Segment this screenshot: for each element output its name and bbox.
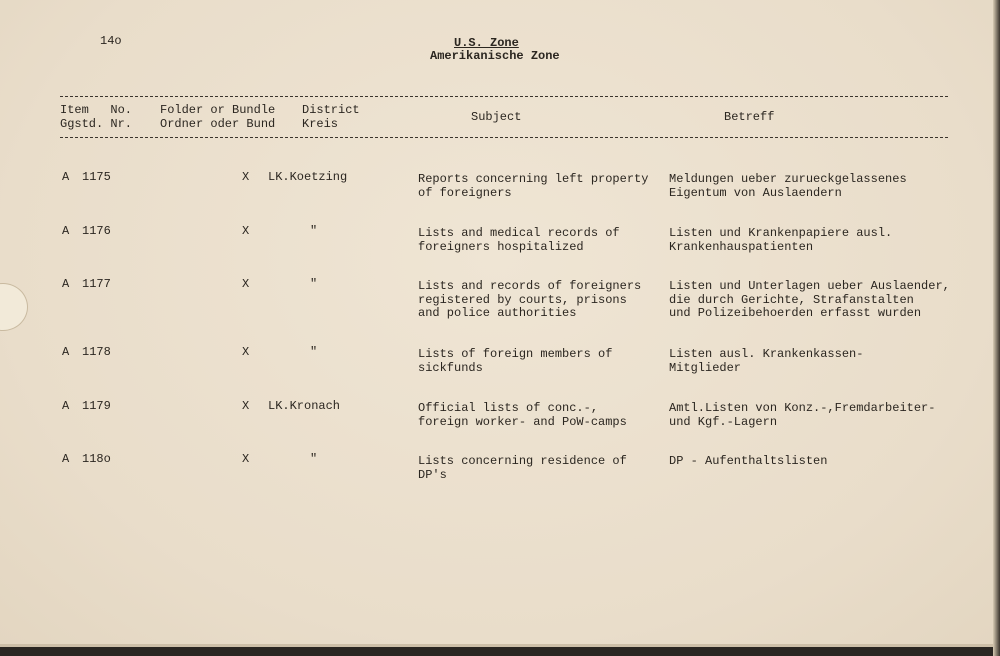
row-item-number: 118o — [82, 452, 111, 466]
row-folder-mark: X — [242, 399, 250, 413]
row-betreff: Meldungen ueber zurueckgelassenes Eigentum von Auslaendern — [669, 172, 907, 200]
row-district: LK.Koetzing — [268, 170, 348, 184]
row-district: " — [310, 224, 318, 238]
row-subject: Lists and records of foreigners registered by courts, prisons and police authorities — [418, 279, 642, 320]
punch-hole — [0, 283, 28, 331]
row-item-number: 1175 — [82, 170, 111, 184]
row-district: " — [310, 452, 318, 466]
column-header-item-line2: Ggstd. Nr. — [60, 117, 133, 131]
row-item-letter: A — [62, 399, 70, 413]
row-item-letter: A — [62, 224, 70, 238]
page-title: U.S. Zone — [454, 36, 519, 50]
column-header-district-line2: Kreis — [302, 117, 339, 131]
row-subject: Lists concerning residence of DP's — [418, 454, 627, 482]
row-folder-mark: X — [242, 170, 250, 184]
row-item-letter: A — [62, 452, 70, 466]
page-number: 14o — [100, 34, 122, 48]
page-edge — [993, 0, 1000, 656]
row-item-number: 1177 — [82, 277, 111, 291]
column-header-betreff: Betreff — [724, 110, 775, 124]
row-item-number: 1176 — [82, 224, 111, 238]
row-betreff: DP - Aufenthaltslisten — [669, 454, 828, 468]
row-folder-mark: X — [242, 224, 250, 238]
column-header-district-line1: District — [302, 103, 360, 117]
row-subject: Reports concerning left property of foreigners — [418, 172, 649, 200]
column-header-item-line1: Item No. — [60, 103, 133, 117]
column-header-subject: Subject — [471, 110, 522, 124]
row-folder-mark: X — [242, 452, 250, 466]
row-item-number: 1179 — [82, 399, 111, 413]
row-folder-mark: X — [242, 277, 250, 291]
row-subject: Official lists of conc.-, foreign worker- and PoW-camps — [418, 401, 627, 429]
row-district: " — [310, 277, 318, 291]
row-item-letter: A — [62, 345, 70, 359]
header-rule-top — [60, 96, 948, 97]
row-item-number: 1178 — [82, 345, 111, 359]
row-betreff: Listen ausl. Krankenkassen- Mitglieder — [669, 347, 864, 375]
header-rule-bottom — [60, 137, 948, 138]
row-betreff: Amtl.Listen von Konz.-,Fremdarbeiter- und Kgf.-Lagern — [669, 401, 936, 429]
row-betreff: Listen und Krankenpapiere ausl. Krankenhauspatienten — [669, 226, 893, 254]
row-subject: Lists of foreign members of sickfunds — [418, 347, 613, 375]
row-district: " — [310, 345, 318, 359]
row-item-letter: A — [62, 277, 70, 291]
row-folder-mark: X — [242, 345, 250, 359]
row-district: LK.Kronach — [268, 399, 341, 413]
row-item-letter: A — [62, 170, 70, 184]
page-subtitle: Amerikanische Zone — [430, 49, 560, 63]
column-header-folder-line2: Ordner oder Bund — [160, 117, 276, 131]
row-betreff: Listen und Unterlagen ueber Auslaender, die durch Gerichte, Strafanstalten und Polizeibehoerden erfasst wurden — [669, 279, 950, 320]
column-header-folder-line1: Folder or Bundle — [160, 103, 276, 117]
row-subject: Lists and medical records of foreigners hospitalized — [418, 226, 620, 254]
